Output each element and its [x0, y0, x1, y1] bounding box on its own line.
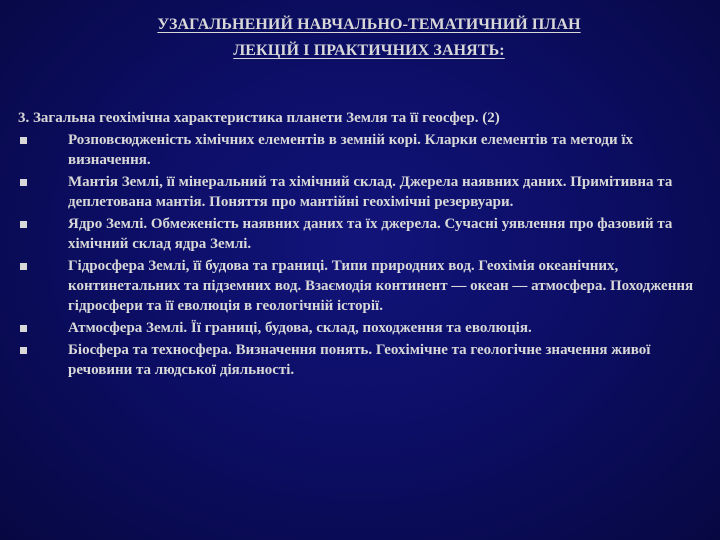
square-bullet-icon: [20, 179, 27, 186]
slide-title: [0, 12, 720, 64]
list-item-text: Атмосфера Землі. Її границі, будова, склад, походження та еволюція.: [68, 320, 532, 336]
title-line-2: ЛЕКЦІЙ І ПРАКТИЧНИХ ЗАНЯТЬ:: [233, 42, 505, 59]
list-item: [18, 172, 708, 212]
topic-list: [18, 130, 708, 380]
list-item: [18, 256, 708, 316]
slide-content: [18, 108, 708, 382]
square-bullet-icon: [20, 221, 27, 228]
square-bullet-icon: [20, 347, 27, 354]
square-bullet-icon: [20, 137, 27, 144]
section-heading: 3. Загальна геохімічна характеристика планети Земля та її геосфер. (2): [18, 110, 500, 126]
list-item-text: Біосфера та техносфера. Визначення понять. Геохімічне та геологічне значення живої речовини та людської діяльності.: [68, 342, 651, 378]
square-bullet-icon: [20, 263, 27, 270]
list-item: [18, 130, 708, 170]
list-item-text: Мантія Землі, її мінеральний та хімічний склад. Джерела наявних даних. Примітивна та деплетована мантія. Поняття про мантійні геохімічні резервуари.: [68, 174, 673, 210]
list-item-text: Ядро Землі. Обмеженість наявних даних та їх джерела. Сучасні уявлення про фазовий та хімічний склад ядра Землі.: [68, 216, 673, 252]
title-line-1: УЗАГАЛЬНЕНИЙ НАВЧАЛЬНО-ТЕМАТИЧНИЙ ПЛАН: [157, 16, 581, 33]
list-item: [18, 318, 708, 338]
list-item-text: Гідросфера Землі, її будова та границі. Типи природних вод. Геохімія океанічних, континетальних та підземних вод. Взаємодія континент — океан — атмосфера. Походження гідросфери та її еволюція в геологічній історії.: [68, 258, 694, 314]
list-item-text: Розповсюдженість хімічних елементів в земній корі. Кларки елементів та методи їх визначення.: [68, 132, 634, 168]
list-item: [18, 214, 708, 254]
square-bullet-icon: [20, 325, 27, 332]
list-item: [18, 340, 708, 380]
